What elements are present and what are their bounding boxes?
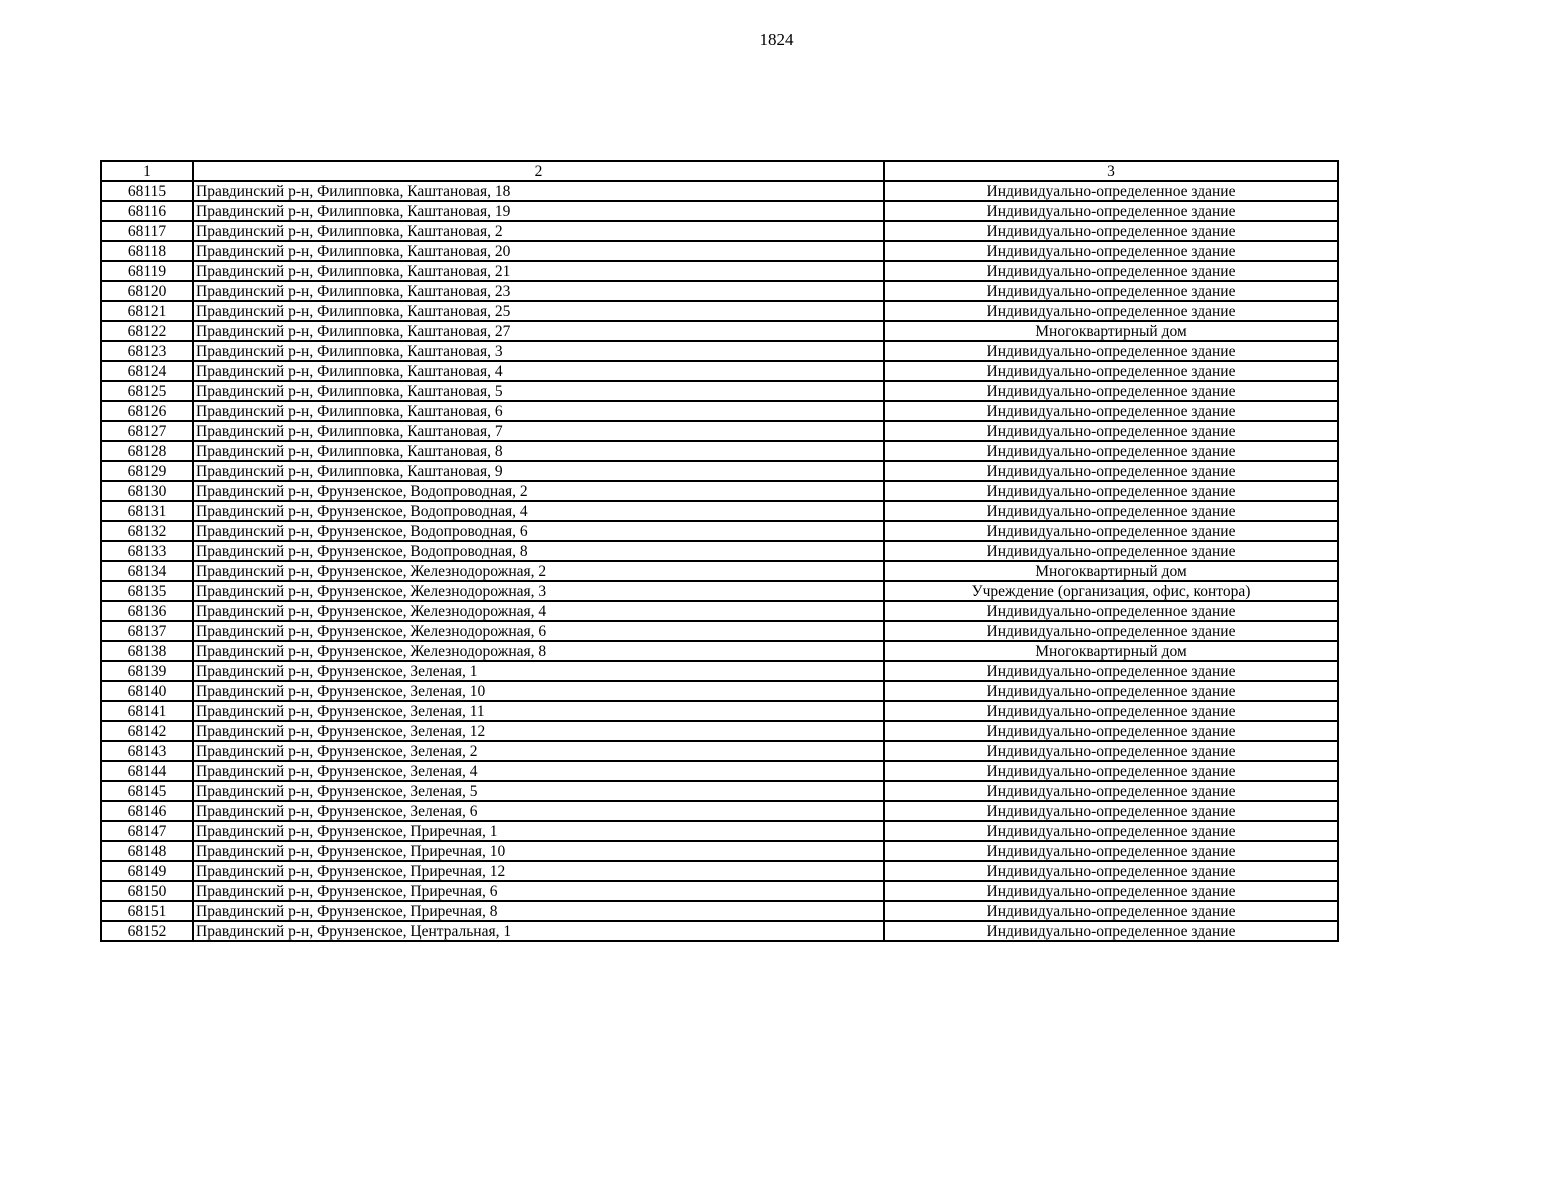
building-type-cell: Индивидуально-определенное здание: [884, 861, 1338, 881]
table-row: [101, 301, 1338, 321]
address-cell: Правдинский р-н, Фрунзенское, Водопроводная, 6: [193, 521, 884, 541]
address-cell: Правдинский р-н, Фрунзенское, Зеленая, 11: [193, 701, 884, 721]
building-type-cell: Индивидуально-определенное здание: [884, 181, 1338, 201]
building-type-cell: Индивидуально-определенное здание: [884, 201, 1338, 221]
building-type-cell: Многоквартирный дом: [884, 641, 1338, 661]
address-cell: Правдинский р-н, Фрунзенское, Водопроводная, 4: [193, 501, 884, 521]
row-number-cell: 68151: [101, 901, 193, 921]
table-row: [101, 321, 1338, 341]
row-number-cell: 68147: [101, 821, 193, 841]
building-type-cell: Индивидуально-определенное здание: [884, 541, 1338, 561]
table-row: [101, 241, 1338, 261]
table-row: [101, 521, 1338, 541]
table-row: [101, 801, 1338, 821]
address-cell: Правдинский р-н, Фрунзенское, Железнодорожная, 4: [193, 601, 884, 621]
address-cell: Правдинский р-н, Филипповка, Каштановая, 3: [193, 341, 884, 361]
row-number-cell: 68141: [101, 701, 193, 721]
row-number-cell: 68115: [101, 181, 193, 201]
table-row: [101, 201, 1338, 221]
building-type-cell: Индивидуально-определенное здание: [884, 401, 1338, 421]
table-row: [101, 261, 1338, 281]
address-cell: Правдинский р-н, Фрунзенское, Зеленая, 5: [193, 781, 884, 801]
table-row: [101, 701, 1338, 721]
row-number-cell: 68126: [101, 401, 193, 421]
address-cell: Правдинский р-н, Фрунзенское, Водопроводная, 8: [193, 541, 884, 561]
row-number-cell: 68144: [101, 761, 193, 781]
row-number-cell: 68145: [101, 781, 193, 801]
address-cell: Правдинский р-н, Фрунзенское, Железнодорожная, 3: [193, 581, 884, 601]
table-row: [101, 761, 1338, 781]
address-cell: Правдинский р-н, Фрунзенское, Приречная, 6: [193, 881, 884, 901]
building-type-cell: Индивидуально-определенное здание: [884, 621, 1338, 641]
row-number-cell: 68116: [101, 201, 193, 221]
address-cell: Правдинский р-н, Фрунзенское, Приречная, 8: [193, 901, 884, 921]
table-row: [101, 441, 1338, 461]
address-cell: Правдинский р-н, Фрунзенское, Приречная, 12: [193, 861, 884, 881]
row-number-cell: 68146: [101, 801, 193, 821]
address-cell: Правдинский р-н, Фрунзенское, Железнодорожная, 6: [193, 621, 884, 641]
row-number-cell: 68117: [101, 221, 193, 241]
row-number-cell: 68131: [101, 501, 193, 521]
table-row: [101, 561, 1338, 581]
building-type-cell: Индивидуально-определенное здание: [884, 741, 1338, 761]
address-cell: Правдинский р-н, Фрунзенское, Зеленая, 12: [193, 721, 884, 741]
building-type-cell: Индивидуально-определенное здание: [884, 901, 1338, 921]
row-number-cell: 68121: [101, 301, 193, 321]
building-type-cell: Многоквартирный дом: [884, 321, 1338, 341]
building-type-cell: Индивидуально-определенное здание: [884, 501, 1338, 521]
address-cell: Правдинский р-н, Фрунзенское, Центральная, 1: [193, 921, 884, 941]
row-number-cell: 68119: [101, 261, 193, 281]
building-type-cell: Индивидуально-определенное здание: [884, 521, 1338, 541]
table-row: [101, 681, 1338, 701]
row-number-cell: 68124: [101, 361, 193, 381]
address-cell: Правдинский р-н, Фрунзенское, Приречная, 1: [193, 821, 884, 841]
row-number-cell: 68137: [101, 621, 193, 641]
building-type-cell: Многоквартирный дом: [884, 561, 1338, 581]
address-cell: Правдинский р-н, Фрунзенское, Зеленая, 10: [193, 681, 884, 701]
address-cell: Правдинский р-н, Филипповка, Каштановая, 9: [193, 461, 884, 481]
table-row: [101, 401, 1338, 421]
row-number-cell: 68136: [101, 601, 193, 621]
column-header-3: 3: [884, 161, 1338, 181]
table-row: [101, 581, 1338, 601]
building-type-cell: Индивидуально-определенное здание: [884, 461, 1338, 481]
row-number-cell: 68149: [101, 861, 193, 881]
address-cell: Правдинский р-н, Фрунзенское, Зеленая, 2: [193, 741, 884, 761]
table-row: [101, 741, 1338, 761]
building-type-cell: Индивидуально-определенное здание: [884, 301, 1338, 321]
row-number-cell: 68150: [101, 881, 193, 901]
address-cell: Правдинский р-н, Филипповка, Каштановая, 20: [193, 241, 884, 261]
row-number-cell: 68142: [101, 721, 193, 741]
address-cell: Правдинский р-н, Филипповка, Каштановая, 19: [193, 201, 884, 221]
address-cell: Правдинский р-н, Фрунзенское, Зеленая, 1: [193, 661, 884, 681]
table-row: [101, 541, 1338, 561]
building-type-cell: Индивидуально-определенное здание: [884, 381, 1338, 401]
building-type-cell: Индивидуально-определенное здание: [884, 361, 1338, 381]
building-type-cell: Индивидуально-определенное здание: [884, 221, 1338, 241]
table-row: [101, 481, 1338, 501]
table-header-row: [101, 161, 1338, 181]
table-row: [101, 381, 1338, 401]
address-cell: Правдинский р-н, Филипповка, Каштановая, 8: [193, 441, 884, 461]
table-row: [101, 421, 1338, 441]
building-type-cell: Индивидуально-определенное здание: [884, 661, 1338, 681]
address-cell: Правдинский р-н, Филипповка, Каштановая, 23: [193, 281, 884, 301]
building-type-cell: Индивидуально-определенное здание: [884, 681, 1338, 701]
building-type-cell: Индивидуально-определенное здание: [884, 721, 1338, 741]
table-row: [101, 621, 1338, 641]
address-cell: Правдинский р-н, Филипповка, Каштановая, 6: [193, 401, 884, 421]
address-cell: Правдинский р-н, Фрунзенское, Водопроводная, 2: [193, 481, 884, 501]
table-row: [101, 361, 1338, 381]
building-type-cell: Индивидуально-определенное здание: [884, 281, 1338, 301]
building-type-cell: Индивидуально-определенное здание: [884, 881, 1338, 901]
address-cell: Правдинский р-н, Фрунзенское, Железнодорожная, 2: [193, 561, 884, 581]
row-number-cell: 68140: [101, 681, 193, 701]
address-cell: Правдинский р-н, Филипповка, Каштановая, 25: [193, 301, 884, 321]
table-row: [101, 501, 1338, 521]
building-type-cell: Индивидуально-определенное здание: [884, 241, 1338, 261]
row-number-cell: 68133: [101, 541, 193, 561]
building-type-cell: Индивидуально-определенное здание: [884, 261, 1338, 281]
address-cell: Правдинский р-н, Фрунзенское, Железнодорожная, 8: [193, 641, 884, 661]
address-cell: Правдинский р-н, Филипповка, Каштановая, 4: [193, 361, 884, 381]
row-number-cell: 68148: [101, 841, 193, 861]
row-number-cell: 68118: [101, 241, 193, 261]
table-row: [101, 181, 1338, 201]
address-cell: Правдинский р-н, Фрунзенское, Зеленая, 4: [193, 761, 884, 781]
table-row: [101, 221, 1338, 241]
row-number-cell: 68134: [101, 561, 193, 581]
register-table: [100, 160, 1339, 942]
table-row: [101, 841, 1338, 861]
table-row: [101, 641, 1338, 661]
row-number-cell: 68138: [101, 641, 193, 661]
address-cell: Правдинский р-н, Филипповка, Каштановая, 5: [193, 381, 884, 401]
building-type-cell: Индивидуально-определенное здание: [884, 761, 1338, 781]
building-type-cell: Индивидуально-определенное здание: [884, 781, 1338, 801]
row-number-cell: 68127: [101, 421, 193, 441]
building-type-cell: Индивидуально-определенное здание: [884, 841, 1338, 861]
building-type-cell: Индивидуально-определенное здание: [884, 801, 1338, 821]
building-type-cell: Индивидуально-определенное здание: [884, 921, 1338, 941]
table-body: [101, 161, 1338, 941]
row-number-cell: 68129: [101, 461, 193, 481]
address-cell: Правдинский р-н, Фрунзенское, Приречная, 10: [193, 841, 884, 861]
row-number-cell: 68123: [101, 341, 193, 361]
address-cell: Правдинский р-н, Филипповка, Каштановая, 27: [193, 321, 884, 341]
table-row: [101, 921, 1338, 941]
address-cell: Правдинский р-н, Филипповка, Каштановая, 7: [193, 421, 884, 441]
table-row: [101, 821, 1338, 841]
address-cell: Правдинский р-н, Филипповка, Каштановая, 21: [193, 261, 884, 281]
building-type-cell: Индивидуально-определенное здание: [884, 821, 1338, 841]
table-row: [101, 461, 1338, 481]
building-type-cell: Индивидуально-определенное здание: [884, 481, 1338, 501]
row-number-cell: 68152: [101, 921, 193, 941]
row-number-cell: 68128: [101, 441, 193, 461]
row-number-cell: 68139: [101, 661, 193, 681]
page-number: 1824: [759, 30, 794, 49]
building-type-cell: Индивидуально-определенное здание: [884, 441, 1338, 461]
row-number-cell: 68130: [101, 481, 193, 501]
building-type-cell: Учреждение (организация, офис, контора): [884, 581, 1338, 601]
row-number-cell: 68122: [101, 321, 193, 341]
row-number-cell: 68125: [101, 381, 193, 401]
address-cell: Правдинский р-н, Филипповка, Каштановая, 18: [193, 181, 884, 201]
building-type-cell: Индивидуально-определенное здание: [884, 421, 1338, 441]
table-row: [101, 901, 1338, 921]
table-row: [101, 861, 1338, 881]
row-number-cell: 68132: [101, 521, 193, 541]
address-cell: Правдинский р-н, Фрунзенское, Зеленая, 6: [193, 801, 884, 821]
row-number-cell: 68135: [101, 581, 193, 601]
building-type-cell: Индивидуально-определенное здание: [884, 701, 1338, 721]
table-row: [101, 721, 1338, 741]
table-row: [101, 341, 1338, 361]
table-row: [101, 881, 1338, 901]
column-header-2: 2: [193, 161, 884, 181]
building-type-cell: Индивидуально-определенное здание: [884, 601, 1338, 621]
table-row: [101, 661, 1338, 681]
table-row: [101, 781, 1338, 801]
table-row: [101, 281, 1338, 301]
row-number-cell: 68143: [101, 741, 193, 761]
building-type-cell: Индивидуально-определенное здание: [884, 341, 1338, 361]
column-header-1: 1: [101, 161, 193, 181]
row-number-cell: 68120: [101, 281, 193, 301]
table-row: [101, 601, 1338, 621]
address-cell: Правдинский р-н, Филипповка, Каштановая, 2: [193, 221, 884, 241]
